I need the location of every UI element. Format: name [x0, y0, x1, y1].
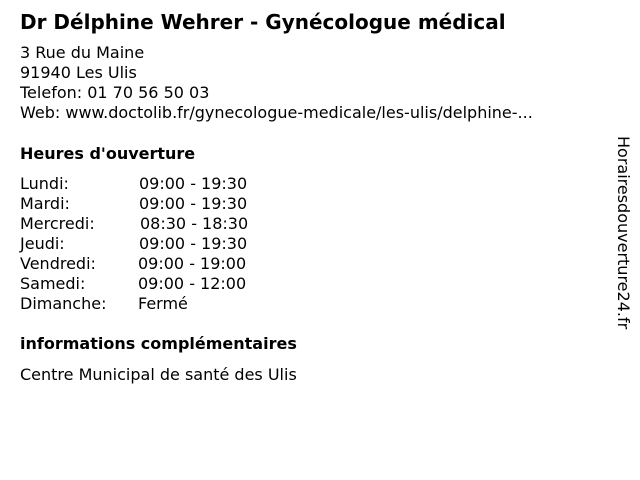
day-label: Lundi: [20, 174, 69, 193]
time-value: 09:00 - 19:30 [139, 234, 248, 253]
side-brand-text: Horairesdouverture24.fr [614, 136, 633, 330]
phone-number[interactable]: Telefon: 01 70 56 50 03 [20, 83, 210, 102]
day-label: Vendredi: [20, 254, 96, 273]
day-label: Mardi: [20, 194, 70, 213]
address-street: 3 Rue du Maine [20, 43, 145, 62]
time-value: 09:00 - 19:00 [138, 254, 247, 273]
time-value: 08:30 - 18:30 [140, 214, 249, 233]
day-label: Jeudi: [20, 234, 65, 253]
day-label: Mercredi: [20, 214, 95, 233]
time-value: 09:00 - 12:00 [138, 274, 247, 293]
hours-heading: Heures d'ouverture [20, 144, 196, 163]
day-label: Dimanche: [20, 294, 107, 313]
address-block [20, 43, 533, 123]
info-heading: informations complémentaires [20, 334, 297, 353]
website-link[interactable]: Web: www.doctolib.fr/gynecologue-medicale/les-ulis/delphine-... [20, 103, 533, 122]
time-value: Fermé [138, 294, 188, 313]
listing-title: Dr Délphine Wehrer - Gynécologue médical [20, 10, 506, 34]
time-value: 09:00 - 19:30 [139, 174, 248, 193]
address-city: 91940 Les Ulis [20, 63, 137, 82]
info-text: Centre Municipal de santé des Ulis [20, 365, 297, 384]
day-label: Samedi: [20, 274, 86, 293]
time-value: 09:00 - 19:30 [139, 194, 248, 213]
